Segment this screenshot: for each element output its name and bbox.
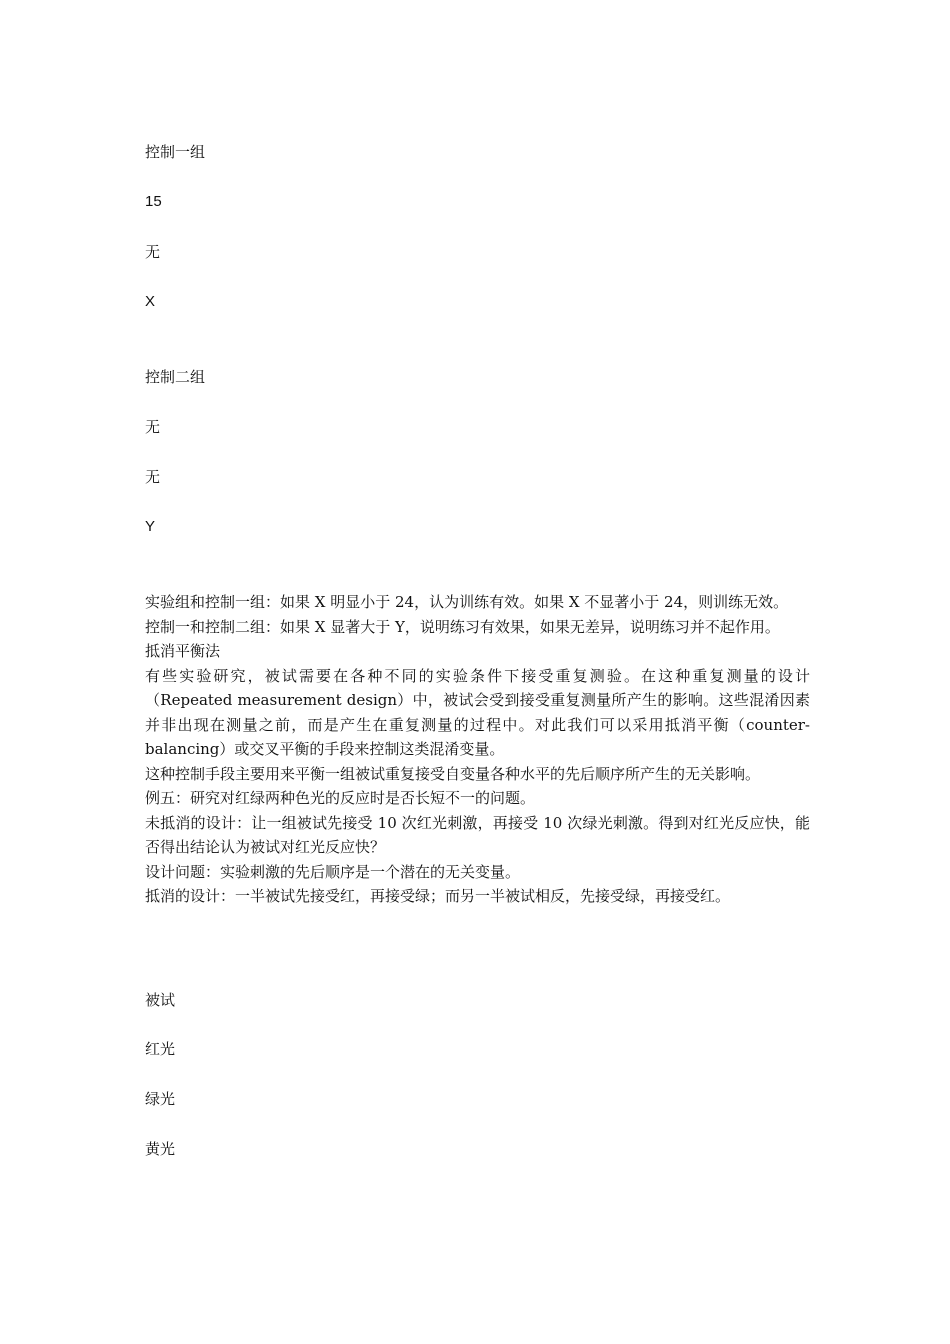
table-cell-value: 无 — [145, 418, 161, 436]
paragraph: 设计问题：实验刺激的先后顺序是一个潜在的无关变量。 — [145, 862, 521, 881]
table-cell-value: 无 — [145, 243, 161, 261]
table-cell-group-label: 控制一组 — [145, 143, 206, 161]
paragraph: 未抵消的设计：让一组被试先接受 10 次红光刺激，再接受 10 次绿光刺激。得到对红光反应快，能否得出结论认为被试对红光反应快？ — [145, 813, 810, 856]
table-cell-value: 15 — [145, 193, 162, 210]
table2-cell: 黄光 — [145, 1140, 176, 1158]
paragraph: 这种控制手段主要用来平衡一组被试重复接受自变量各种水平的先后顺序所产生的无关影响。 — [145, 764, 761, 783]
body-text — [145, 590, 810, 909]
table2-cell-header: 被试 — [145, 991, 176, 1009]
table2-cell: 红光 — [145, 1040, 176, 1058]
table2-cell: 绿光 — [145, 1090, 176, 1108]
section-heading: 抵消平衡法 — [145, 642, 221, 660]
table-cell-group-label: 控制二组 — [145, 368, 206, 386]
paragraph: 抵消的设计：一半被试先接受红，再接受绿；而另一半被试相反，先接受绿，再接受红。 — [145, 887, 731, 905]
paragraph: 控制一和控制二组：如果 X 显著大于 Y，说明练习有效果，如果无差异，说明练习并不起作用。 — [145, 617, 780, 636]
table-cell-value: X — [145, 293, 156, 310]
paragraph: 有些实验研究，被试需要在各种不同的实验条件下接受重复测验。在这种重复测量的设计（Repeated measurement design）中，被试会受到接受重复测量所产生的影响。这些混淆因素并非出现在测量之前，而是产生在重复测量的过程中。对此我们可以采用抵消平衡（counter-balancing）或交叉平衡的手段来控制这类混淆变量。 — [145, 666, 810, 758]
paragraph: 实验组和控制一组：如果 X 明显小于 24，认为训练有效。如果 X 不显著小于 24，则训练无效。 — [145, 593, 789, 611]
table-cell-value: Y — [145, 518, 156, 535]
table-cell-value: 无 — [145, 468, 161, 486]
paragraph: 例五：研究对红绿两种色光的反应时是否长短不一的问题。 — [145, 789, 536, 807]
